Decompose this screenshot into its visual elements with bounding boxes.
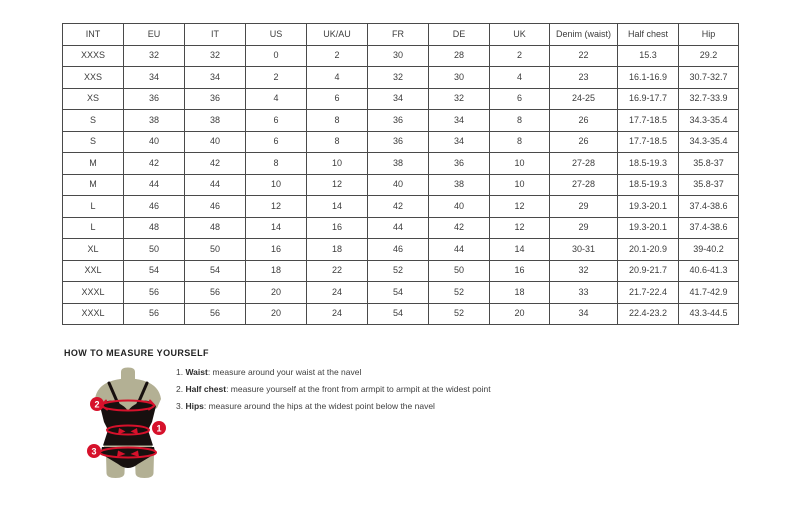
header-cell: Denim (waist) xyxy=(550,24,618,46)
table-cell: 52 xyxy=(368,260,429,282)
header-cell: Half chest xyxy=(618,24,679,46)
table-cell: 28 xyxy=(429,45,490,67)
table-cell: 46 xyxy=(368,239,429,261)
table-cell: 38 xyxy=(124,110,185,132)
table-cell: 16 xyxy=(307,217,368,239)
table-cell: 35.8-37 xyxy=(679,153,739,175)
table-cell: XXXS xyxy=(63,45,124,67)
table-cell: L xyxy=(63,196,124,218)
table-cell: 22 xyxy=(550,45,618,67)
table-cell: 12 xyxy=(246,196,307,218)
table-cell: 24 xyxy=(307,282,368,304)
step-description: : measure around your waist at the navel xyxy=(207,367,362,377)
badge-waist-number: 1 xyxy=(156,423,162,434)
table-cell: 38 xyxy=(368,153,429,175)
table-cell: 56 xyxy=(124,303,185,325)
table-cell: 35.8-37 xyxy=(679,174,739,196)
table-cell: 14 xyxy=(490,239,550,261)
table-cell: 10 xyxy=(307,153,368,175)
table-cell: 24 xyxy=(307,303,368,325)
step-number: 1. xyxy=(176,367,186,377)
table-cell: 50 xyxy=(429,260,490,282)
table-cell: 20 xyxy=(246,282,307,304)
table-cell: 46 xyxy=(124,196,185,218)
table-cell: 36 xyxy=(124,88,185,110)
table-row xyxy=(63,153,739,175)
table-cell: 30.7-32.7 xyxy=(679,67,739,89)
table-cell: 12 xyxy=(490,217,550,239)
measure-steps xyxy=(176,368,491,419)
step-term: Half chest xyxy=(185,383,227,394)
table-cell: 30 xyxy=(368,45,429,67)
table-cell: 44 xyxy=(124,174,185,196)
table-row xyxy=(63,45,739,67)
table-cell: 8 xyxy=(490,110,550,132)
header-cell: Hip xyxy=(679,24,739,46)
table-cell: 17.7-18.5 xyxy=(618,110,679,132)
table-cell: 41.7-42.9 xyxy=(679,282,739,304)
table-cell: 56 xyxy=(185,303,246,325)
table-cell: 4 xyxy=(490,67,550,89)
table-cell: 10 xyxy=(490,153,550,175)
table-cell: XXL xyxy=(63,260,124,282)
table-cell: 8 xyxy=(490,131,550,153)
table-cell: 6 xyxy=(246,110,307,132)
table-row xyxy=(63,88,739,110)
table-cell: 12 xyxy=(490,196,550,218)
table-cell: XL xyxy=(63,239,124,261)
measurement-figure xyxy=(80,366,180,502)
table-cell: 2 xyxy=(307,45,368,67)
table-cell: 34 xyxy=(368,88,429,110)
table-cell: 23 xyxy=(550,67,618,89)
header-row xyxy=(63,24,739,46)
table-cell: 16 xyxy=(246,239,307,261)
size-chart-body xyxy=(63,45,739,325)
table-cell: 50 xyxy=(185,239,246,261)
table-cell: 19.3-20.1 xyxy=(618,217,679,239)
header-cell: FR xyxy=(368,24,429,46)
table-row xyxy=(63,260,739,282)
table-cell: XXS xyxy=(63,67,124,89)
table-cell: 21.7-22.4 xyxy=(618,282,679,304)
table-cell: 6 xyxy=(307,88,368,110)
table-cell: 40 xyxy=(368,174,429,196)
table-cell: XXXL xyxy=(63,282,124,304)
table-row xyxy=(63,196,739,218)
table-cell: 16 xyxy=(490,260,550,282)
table-cell: 32.7-33.9 xyxy=(679,88,739,110)
table-cell: 34.3-35.4 xyxy=(679,131,739,153)
table-cell: 40.6-41.3 xyxy=(679,260,739,282)
table-row xyxy=(63,131,739,153)
table-cell: 18.5-19.3 xyxy=(618,174,679,196)
table-cell: 22.4-23.2 xyxy=(618,303,679,325)
size-chart-table xyxy=(62,23,739,325)
table-row xyxy=(63,282,739,304)
table-cell: 2 xyxy=(246,67,307,89)
table-cell: 12 xyxy=(307,174,368,196)
table-cell: 8 xyxy=(307,110,368,132)
table-cell: 19.3-20.1 xyxy=(618,196,679,218)
table-cell: 27-28 xyxy=(550,153,618,175)
table-cell: 40 xyxy=(124,131,185,153)
table-cell: 56 xyxy=(185,282,246,304)
table-cell: M xyxy=(63,153,124,175)
table-cell: 34 xyxy=(550,303,618,325)
badge-hips-number: 3 xyxy=(91,446,97,457)
table-cell: 34 xyxy=(429,131,490,153)
table-cell: 18 xyxy=(490,282,550,304)
table-cell: 44 xyxy=(429,239,490,261)
table-cell: 32 xyxy=(429,88,490,110)
table-cell: 18.5-19.3 xyxy=(618,153,679,175)
table-cell: 18 xyxy=(246,260,307,282)
table-cell: 44 xyxy=(185,174,246,196)
table-cell: 44 xyxy=(368,217,429,239)
table-cell: 40 xyxy=(185,131,246,153)
header-cell: UK xyxy=(490,24,550,46)
table-cell: 0 xyxy=(246,45,307,67)
table-cell: 18 xyxy=(307,239,368,261)
table-cell: 20 xyxy=(246,303,307,325)
table-cell: 38 xyxy=(185,110,246,132)
table-cell: 10 xyxy=(246,174,307,196)
measure-step xyxy=(176,402,491,411)
badge-half-chest-number: 2 xyxy=(94,399,100,410)
table-cell: 46 xyxy=(185,196,246,218)
table-cell: 36 xyxy=(368,110,429,132)
table-cell: 6 xyxy=(246,131,307,153)
table-cell: 20 xyxy=(490,303,550,325)
table-cell: 26 xyxy=(550,110,618,132)
step-number: 3. xyxy=(176,400,186,411)
table-cell: XS xyxy=(63,88,124,110)
header-cell: EU xyxy=(124,24,185,46)
table-cell: 42 xyxy=(185,153,246,175)
table-cell: 29.2 xyxy=(679,45,739,67)
table-cell: 42 xyxy=(124,153,185,175)
step-term: Hips xyxy=(185,400,204,411)
table-cell: 15.3 xyxy=(618,45,679,67)
table-cell: 32 xyxy=(124,45,185,67)
table-cell: 8 xyxy=(246,153,307,175)
table-cell: 10 xyxy=(490,174,550,196)
table-cell: 54 xyxy=(368,303,429,325)
table-cell: 16.9-17.7 xyxy=(618,88,679,110)
table-cell: 40 xyxy=(429,196,490,218)
table-cell: 54 xyxy=(124,260,185,282)
table-cell: 32 xyxy=(550,260,618,282)
table-cell: 43.3-44.5 xyxy=(679,303,739,325)
table-cell: 4 xyxy=(307,67,368,89)
table-cell: 8 xyxy=(307,131,368,153)
table-cell: 36 xyxy=(185,88,246,110)
table-cell: 37.4-38.6 xyxy=(679,196,739,218)
table-cell: 56 xyxy=(124,282,185,304)
table-cell: 29 xyxy=(550,196,618,218)
step-number: 2. xyxy=(176,383,186,394)
table-cell: 27-28 xyxy=(550,174,618,196)
table-cell: 48 xyxy=(185,217,246,239)
table-cell: 48 xyxy=(124,217,185,239)
table-cell: 34 xyxy=(124,67,185,89)
header-cell: US xyxy=(246,24,307,46)
table-row xyxy=(63,110,739,132)
table-cell: 36 xyxy=(368,131,429,153)
table-cell: L xyxy=(63,217,124,239)
table-cell: 14 xyxy=(246,217,307,239)
table-cell: 30 xyxy=(429,67,490,89)
header-cell: INT xyxy=(63,24,124,46)
step-term: Waist xyxy=(185,367,208,377)
measure-section-title: HOW TO MEASURE YOURSELF xyxy=(64,348,209,358)
table-cell: 38 xyxy=(429,174,490,196)
header-cell: IT xyxy=(185,24,246,46)
table-cell: 54 xyxy=(368,282,429,304)
table-cell: 20.9-21.7 xyxy=(618,260,679,282)
measure-step xyxy=(176,368,491,377)
table-cell: 52 xyxy=(429,282,490,304)
table-cell: 16.1-16.9 xyxy=(618,67,679,89)
table-cell: 42 xyxy=(429,217,490,239)
table-cell: 54 xyxy=(185,260,246,282)
table-row xyxy=(63,217,739,239)
table-cell: XXXL xyxy=(63,303,124,325)
step-description: : measure yourself at the front from armpit to armpit at the widest point xyxy=(226,383,491,394)
table-cell: 34.3-35.4 xyxy=(679,110,739,132)
table-cell: 14 xyxy=(307,196,368,218)
table-cell: 4 xyxy=(246,88,307,110)
table-cell: 39-40.2 xyxy=(679,239,739,261)
table-cell: M xyxy=(63,174,124,196)
table-cell: 36 xyxy=(429,153,490,175)
table-cell: 29 xyxy=(550,217,618,239)
step-description: : measure around the hips at the widest point below the navel xyxy=(203,400,435,411)
table-cell: 34 xyxy=(429,110,490,132)
table-cell: S xyxy=(63,131,124,153)
table-cell: 33 xyxy=(550,282,618,304)
header-cell: UK/AU xyxy=(307,24,368,46)
table-cell: S xyxy=(63,110,124,132)
table-cell: 2 xyxy=(490,45,550,67)
table-row xyxy=(63,67,739,89)
table-cell: 42 xyxy=(368,196,429,218)
table-cell: 32 xyxy=(368,67,429,89)
header-cell: DE xyxy=(429,24,490,46)
table-row xyxy=(63,239,739,261)
table-cell: 34 xyxy=(185,67,246,89)
table-cell: 26 xyxy=(550,131,618,153)
table-cell: 6 xyxy=(490,88,550,110)
table-cell: 30-31 xyxy=(550,239,618,261)
size-chart-section xyxy=(62,23,738,325)
table-cell: 17.7-18.5 xyxy=(618,131,679,153)
table-row xyxy=(63,303,739,325)
table-cell: 37.4-38.6 xyxy=(679,217,739,239)
table-cell: 24-25 xyxy=(550,88,618,110)
table-cell: 32 xyxy=(185,45,246,67)
measure-step xyxy=(176,385,491,394)
table-row xyxy=(63,174,739,196)
table-cell: 52 xyxy=(429,303,490,325)
table-cell: 50 xyxy=(124,239,185,261)
table-cell: 22 xyxy=(307,260,368,282)
table-cell: 20.1-20.9 xyxy=(618,239,679,261)
